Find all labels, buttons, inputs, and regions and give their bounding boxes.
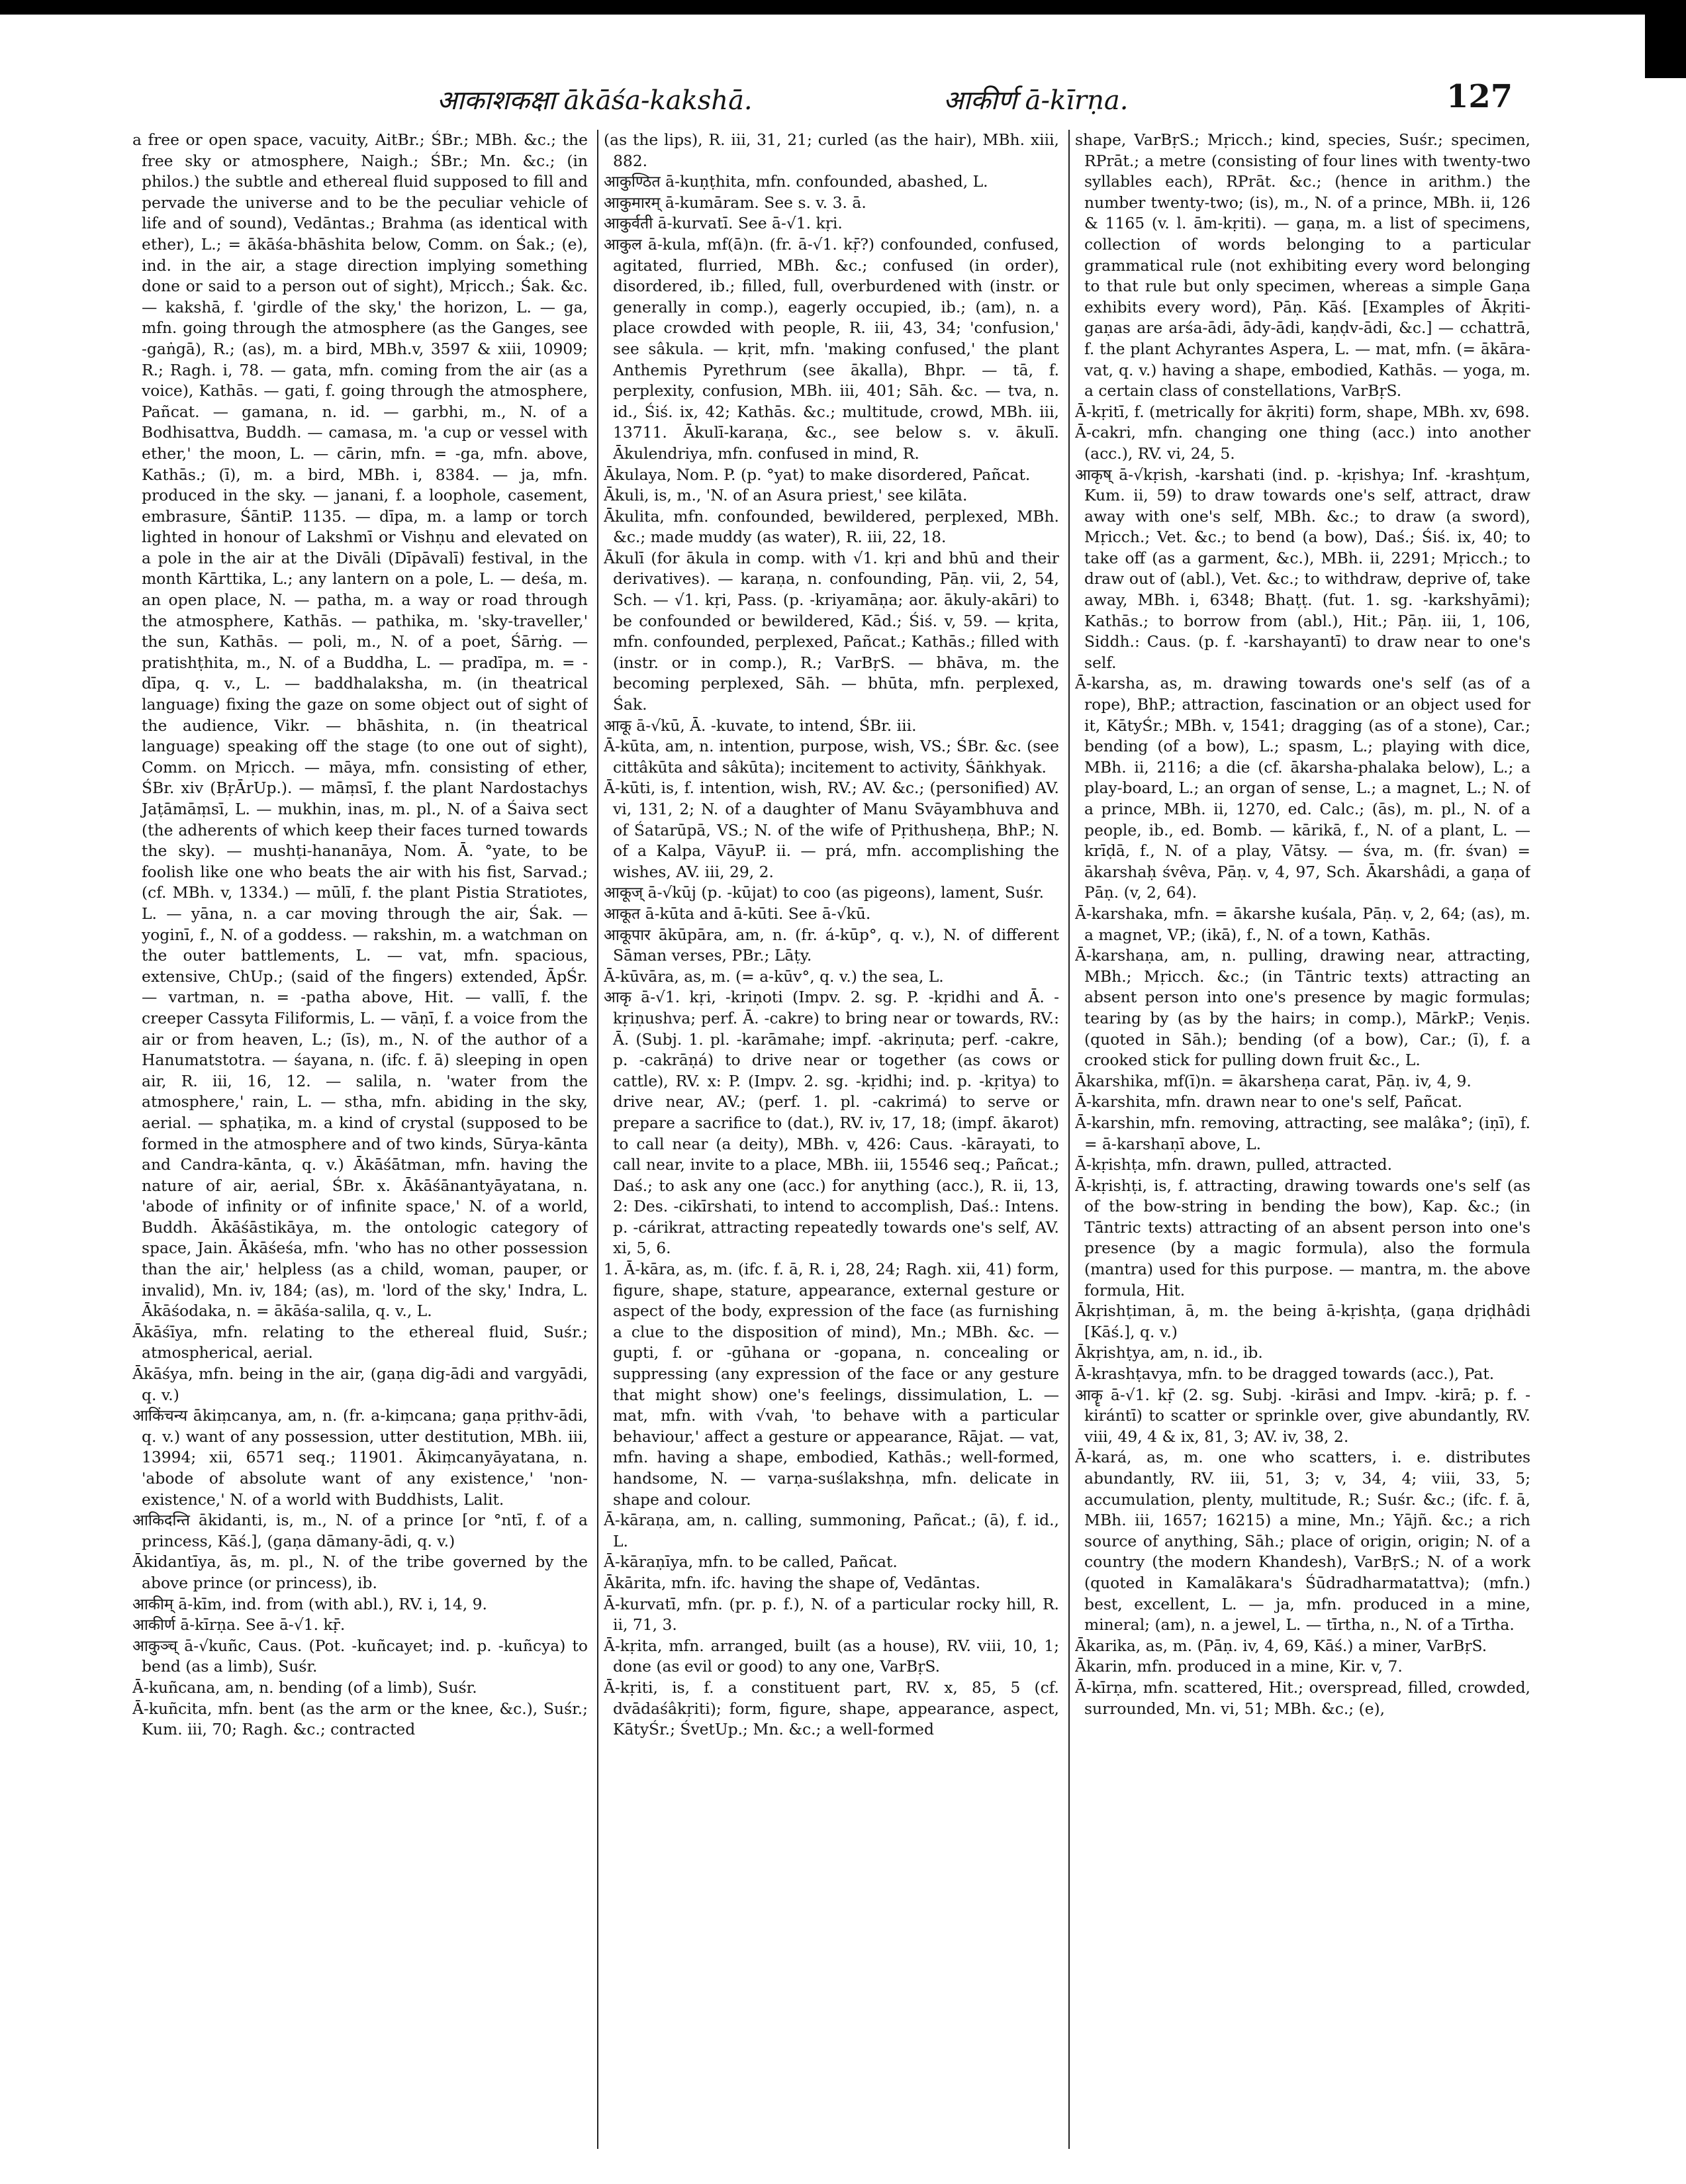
- dictionary-entry: Ā-kāraṇīya, mfn. to be called, Pañcat.: [604, 1552, 898, 1572]
- left-running-head: आकाशकक्षा ākāśa-kakshā.: [437, 85, 753, 116]
- dictionary-entry: Ā-karshita, mfn. drawn near to one's self, Pañcat.: [1075, 1092, 1463, 1112]
- dictionary-entry: Ā-kāraṇa, am, n. calling, summoning, Pañcat.; (ā), f. id., L.: [604, 1511, 1059, 1550]
- dictionary-entry: a free or open space, vacuity, AitBr.; ŚBr.; MBh. &c.; the free sky or atmosphere, Naigh.; ŚBr.; Mn. &c.; (in philos.) the subtle and ethereal fluid supposed to fill and pervade the universe and to be the peculiar vehicle of life and of sound), Vedāntas.; Brahma (as identical with ether), L.; = ākāśa-bhāshita below, Comm. on Śak.; (e), ind. in the air, a stage direction implying something done or said to a person out of sight), Mṛicch.; Śak. &c. — kakshā, f. 'girdle of the sky,' the horizon, L. — ga, mfn. going through the atmosphere (as the Ganges, see -gaṅgā), R.; (as), m. a bird, MBh.v, 3597 & xiii, 10909; R.; Ragh. i, 78. — gata, mfn. coming from the air (as a voice), Kathās. — gati, f. going through the atmosphere, Pañcat. — gamana, n. id. — garbhi, m., N. of a Bodhisattva, Buddh. — camasa, m. 'a cup or vessel with ether,' the moon, L. — cārin, mfn. = -ga, mfn. above, Kathās.; (ī), m. a bird, MBh. i, 8384. — ja, mfn. produced in the sky. — janani, f. a loophole, casement, embrasure, ŚāntiP. 1135. — dīpa, m. a lamp or torch lighted in honour of Lakshmī or Vishṇu and elevated on a pole in the air at the Divāli (Dīpāvalī) festival, in the month Kārttika, L.; any lantern on a pole, L. — deśa, m. an open place, N. — patha, m. a way or road through the atmosphere, Kathās. — pathika, m. 'sky-traveller,' the sun, Kathās. — poli, m., N. of a poet, Śārṅg. — pratishṭhita, m., N. of a Buddha, L. — pradīpa, m. = -dīpa, q. v., L. — baddhalaksha, m. (in theatrical language) fixing the gaze on some object out of sight of the audience, Vikr. — bhāshita, n. (in theatrical language) speaking off the stage (to one out of sight), Comm. on Mṛicch. — māya, mfn. consisting of ether, ŚBr. xiv (BṛĀrUp.). — māṃsī, f. the plant Nardostachys Jaṭāmāṃsī, L. — mukhin, inas, m. pl., N. of a Śaiva sect (the adherents of which keep their faces turned towards the sky). — mushṭi-hananāya, Nom. Ā. °yate, to be foolish like one who beats the air with his fist, Sarvad.; (cf. MBh. v, 1334.) — mūlī, f. the plant Pistia Stratiotes, L. — yāna, n. a car moving through the air, Śak. — yoginī, f., N. of a goddess. — rakshin, m. a watchman on the outer battlements, L. — vat, mfn. spacious, extensive, ChUp.; (said of the fingers) extended, ĀpŚr. — vartman, n. = -patha above, Hit. — vallī, f. the creeper Cassyta Filiformis, L. — vāṇī, f. a voice from the air or from heaven, L.; (īs), m., N. of the author of a Hanumatstotra. — śayana, n. (ifc. f. ā) sleeping in open air, R. iii, 16, 12. — salila, n. 'water from the atmosphere,' rain, L. — stha, mfn. abiding in the sky, aerial. — sphaṭika, m. a kind of crystal (supposed to be formed in the atmosphere and of two kinds, Sūrya-kānta and Candra-kānta, q. v.) Ākāśātman, mfn. having the nature of air, aerial, ŚBr. x. Ākāśānantyāyatana, n. 'abode of infinity or of infinite space,' N. of a world, Buddh. Ākāśāstikāya, m. the ontologic category of space, Jain. Ākāśeśa, mfn. 'who has no other possession than the air,' helpless (as a child, woman, pauper, or invalid), Mn. iv, 184; (as), m. 'lord of the sky,' Indra, L. Ākāśodaka, n. = ākāśa-salila, q. v., L.: [132, 130, 588, 1321]
- dictionary-entry: Ākarshika, mf(ī)n. = ākarsheṇa carat, Pāṇ. iv, 4, 9.: [1075, 1071, 1472, 1090]
- dictionary-entry: आकुर्वती ā-kurvatī. See ā-√1. kṛi.: [604, 214, 843, 233]
- dictionary-entry: Ākulī (for ākula in comp. with √1. kṛi and bhū and their derivatives). — karaṇa, n. confounding, Pāṇ. vii, 2, 54, Sch. — √1. kṛi, Pass. (p. -kriyamāṇa; aor. ākuly-akāri) to be confounded or bewildered, Kād.; Śiś. v, 59. — kṛita, mfn. confounded, perplexed, Pañcat.; Kathās.; filled with (instr. or in comp.), R.; VarBṛS. — bhāva, m. the becoming perplexed, Sāh. — bhūta, mfn. perplexed, Śak.: [604, 548, 1059, 714]
- dictionary-entry: Ā-kūti, is, f. intention, wish, RV.; AV. &c.; (personified) AV. vi, 131, 2; N. of a daughter of Manu Svāyambhuva and of Śatarūpā, VS.; N. of the wife of Pṛithusheṇa, BhP.; N. of a Kalpa, VāyuP. ii. — prá, mfn. accomplishing the wishes, AV. iii, 29, 2.: [604, 779, 1059, 881]
- dictionary-entry: Ākārita, mfn. ifc. having the shape of, Vedāntas.: [604, 1573, 981, 1592]
- dictionary-entry: Ā-kūvāra, as, m. (= a-kūv°, q. v.) the sea, L.: [604, 967, 944, 986]
- dictionary-entry: आकृ ā-√1. kṛi, -kriṇoti (Impv. 2. sg. P. -kṛidhi and Ā. -kṛiṇushva; perf. Ā. -cakre) to bring near or towards, RV.: Ā. (Subj. 1. pl. -karāmahe; impf. -akriṇuta; perf. -cakre, p. -cakrāṇá) to drive near or together (as cows or cattle), RV. x: P. (Impv. 2. sg. -kṛidhi; ind. p. -kṛitya) to drive near, AV.; (perf. 1. pl. -cakrimá) to serve or prepare a sacrifice to (dat.), RV. iv, 17, 18; (impf. ākarot) to call near (a deity), MBh. v, 426: Caus. -kārayati, to call near, invite to a place, MBh. iii, 15546 seq.; Pañcat.; Daś.; to ask any one (acc.) for anything (acc.), R. ii, 13, 2: Des. -cikīrshati, to intend to accomplish, Daś.: Intens. p. -cárikrat, attracting repeatedly towards one's self, AV. xi, 5, 6.: [604, 988, 1059, 1258]
- dictionary-entry: आकॄ ā-√1. kṝ (2. sg. Subj. -kirāsi and Impv. -kirā; p. f. -kirántī) to scatter or sprinkle over, give abundantly, RV. viii, 49, 4 & ix, 81, 3; AV. iv, 38, 2.: [1075, 1385, 1530, 1446]
- dictionary-entry: आकुञ्च् ā-√kuñc, Caus. (Pot. -kuñcayet; ind. p. -kuñcya) to bend (as a limb), Suśr.: [132, 1636, 588, 1676]
- column-1: [132, 130, 588, 2156]
- dictionary-entry: Ā-cakri, mfn. changing one thing (acc.) into another (acc.), RV. vi, 24, 5.: [1075, 423, 1530, 463]
- dictionary-entry: Ākāśya, mfn. being in the air, (gaṇa dig-ādi and vargyādi, q. v.): [132, 1364, 588, 1404]
- scan-corner: [1645, 0, 1686, 78]
- dictionary-entry: आकूपार ākūpāra, am, n. (fr. á-kūp°, q. v.), N. of different Sāman verses, PBr.; Lāṭy.: [604, 925, 1059, 965]
- dictionary-entry: आकीर्ण ā-kīrṇa. See ā-√1. kṝ.: [132, 1615, 346, 1635]
- dictionary-entry: Ā-kuñcita, mfn. bent (as the arm or the knee, &c.), Suśr.; Kum. iii, 70; Ragh. &c.; contracted: [132, 1699, 588, 1739]
- dictionary-entry: Ākṛishṭya, am, n. id., ib.: [1075, 1343, 1263, 1362]
- dictionary-body: [132, 130, 1582, 2156]
- dictionary-entry: Ākarika, as, m. (Pāṇ. iv, 4, 69, Kāś.) a miner, VarBṛS.: [1075, 1636, 1487, 1655]
- dictionary-entry: Ā-karshaṇa, am, n. pulling, drawing near, attracting, MBh.; Mṛicch. &c.; (in Tāntric texts) attracting an absent person into one's presence by magic formulas; tearing by (as by the hairs; in comp.), MārkP.; Veṇis. (quoted in Sāh.); bending (of a bow), Car.; (ī), f. a crooked stick for pulling down fruit &c., L.: [1075, 946, 1530, 1070]
- top-edge: [0, 0, 1686, 23]
- dictionary-entry: Ā-kṛishṭa, mfn. drawn, pulled, attracted.: [1075, 1155, 1393, 1174]
- dictionary-entry: Ā-kṛishṭi, is, f. attracting, drawing towards one's self (as of the bow-string in bending the bow), Kap. &c.; (in Tāntric texts) attracting of an absent person into one's presence (by a magic formula), also the formula (mantra) used for this purpose. — mantra, m. the above formula, Hit.: [1075, 1176, 1530, 1300]
- column-2: [604, 130, 1059, 2156]
- dictionary-entry: Ā-karshaka, mfn. = ākarshe kuśala, Pāṇ. v, 2, 64; (as), m. a magnet, VP.; (ikā), f., N. of a town, Kathās.: [1075, 904, 1530, 944]
- dictionary-entry: आकुल ā-kula, mf(ā)n. (fr. ā-√1. kṝ?) confounded, confused, agitated, flurried, MBh. &c.; confused (in order), disordered, ib.; filled, full, overburdened with (instr. or generally in comp.), eagerly occupied, ib.; (am), n. a place crowded with people, R. iii, 43, 34; 'confusion,' see sâkula. — kṛit, mfn. 'making confused,' the plant Anthemis Pyrethrum (see ākalla), Bhpr. — tā, f. perplexity, confusion, MBh. iii, 401; Sāh. &c. — tva, n. id., Śiś. ix, 42; Kathās. &c.; multitude, crowd, MBh. iii, 13711. Ākulī-karaṇa, &c., see below s. v. ākulī. Ākulendriya, mfn. confused in mind, R.: [604, 234, 1059, 463]
- dictionary-entry: Ā-kīrṇa, mfn. scattered, Hit.; overspread, filled, crowded, surrounded, Mn. vi, 51; MBh. &c.; (e),: [1075, 1678, 1530, 1718]
- dictionary-entry: आकुण्ठित ā-kuṇṭhita, mfn. confounded, abashed, L.: [604, 172, 988, 191]
- dictionary-entry: Ākuli, is, m., 'N. of an Asura priest,' see kilāta.: [604, 486, 968, 505]
- dictionary-entry: Ā-kuñcana, am, n. bending (of a limb), Suśr.: [132, 1678, 477, 1697]
- dictionary-entry: 1. Ā-kāra, as, m. (ifc. f. ā, R. i, 28, 24; Ragh. xii, 41) form, figure, shape, stature, appearance, external gesture or aspect of the body, expression of the face (as furnishing a clue to the disposition of mind), Mn.; MBh. &c. — gupti, f. or -gūhana or -gopana, n. concealing or suppressing (any expression of the face or any gesture that might show) one's feelings, dissimulation, L. — mat, mfn. with √vah, 'to behave with a particular behaviour,' affect a gesture or appearance, Rājat. — vat, mfn. having a shape, embodied, Kathās.; well-formed, handsome, N. — varṇa-suślakshṇa, mfn. delicate in shape and colour.: [604, 1260, 1059, 1509]
- dictionary-entry: आकिदन्ति ākidanti, is, m., N. of a prince [or °ntī, f. of a princess, Kāś.], (gaṇa dāmany-ādi, q. v.): [132, 1511, 588, 1550]
- dictionary-entry: Ā-kṛita, mfn. arranged, built (as a house), RV. viii, 10, 1; done (as evil or good) to any one, VarBṛS.: [604, 1636, 1059, 1676]
- dictionary-entry: Ākarin, mfn. produced in a mine, Kir. v, 7.: [1075, 1657, 1403, 1676]
- dictionary-entry: Ā-kṛiti, is, f. a constituent part, RV. x, 85, 5 (cf. dvādaśâkṛiti); form, figure, shape, appearance, aspect, KātyŚr.; ŚvetUp.; Mn. &c.; a well-formed: [604, 1678, 1059, 1739]
- dictionary-entry: Ākidantīya, ās, m. pl., N. of the tribe governed by the above prince (or princess), ib.: [132, 1552, 588, 1592]
- dictionary-entry: आकूज् ā-√kūj (p. -kūjat) to coo (as pigeons), lament, Suśr.: [604, 883, 1045, 902]
- dictionary-entry: Ā-kṛitī, f. (metrically for ākṛiti) form, shape, MBh. xv, 698.: [1075, 402, 1530, 421]
- page-number: 127: [1446, 78, 1513, 115]
- dictionary-entry: Ā-kūta, am, n. intention, purpose, wish, VS.; ŚBr. &c. (see cittâkūta and sâkūta); incitement to activity, Śāṅkhyak.: [604, 737, 1059, 777]
- column-3: [1075, 130, 1530, 2156]
- scan-border: [0, 0, 1686, 15]
- dictionary-entry: Ākulaya, Nom. P. (p. °yat) to make disordered, Pañcat.: [604, 465, 1031, 484]
- dictionary-entry: Ākṛishṭiman, ā, m. the being ā-kṛishṭa, (gaṇa dṛiḍhâdi [Kāś.], q. v.): [1075, 1302, 1530, 1341]
- dictionary-entry: Ā-karsha, as, m. drawing towards one's self (as of a rope), BhP.; attraction, fascination or an object used for it, KātyŚr.; MBh. v, 1541; dragging (as of a stone), Car.; bending (of a bow), L.; spasm, L.; playing with dice, MBh. ii, 2116; a die (cf. ākarsha-phalaka below), L.; a play-board, L.; an organ of sense, L.; a magnet, L.; N. of a prince, MBh. ii, 1270, ed. Calc.; (ās), m. pl., N. of a people, ib., ed. Bomb. — kārikā, f., N. of a plant, L. — krīḍā, f., N. of a play, Vātsy. — śva, m. (fr. śvan) = ākarshaḥ śvêva, Pāṇ. v, 4, 97, Sch. Ākarshâdi, a gaṇa of Pāṇ. (v, 2, 64).: [1075, 674, 1530, 902]
- dictionary-entry: आकीम् ā-kīm, ind. from (with abl.), RV. i, 14, 9.: [132, 1594, 487, 1613]
- dictionary-entry: Ā-kurvatī, mfn. (pr. p. f.), N. of a particular rocky hill, R. ii, 71, 3.: [604, 1594, 1059, 1635]
- dictionary-entry: (as the lips), R. iii, 31, 21; curled (as the hair), MBh. xiii, 882.: [604, 130, 1059, 170]
- dictionary-entry: Ā-karshin, mfn. removing, attracting, see malâka°; (iṇī), f. = ā-karshaṇī above, L.: [1075, 1113, 1530, 1153]
- dictionary-entry: आकिंचन्य ākiṃcanya, am, n. (fr. a-kiṃcana; gaṇa pṛithv-ādi, q. v.) want of any possession, utter destitution, MBh. iii, 13994; xii, 6571 seq.; 11901. Ākiṃcanyāyatana, n. 'abode of absolute want of any existence,' 'non-existence,' N. of a world with Buddhists, Lalit.: [132, 1406, 588, 1509]
- dictionary-entry: Ā-kará, as, m. one who scatters, i. e. distributes abundantly, RV. iii, 51, 3; v, 34, 4; viii, 33, 5; accumulation, plenty, multitude, R.; Suśr. &c.; (ifc. f. ā, MBh. iii, 1657; 16215) a mine, Mn.; Yājñ. &c.; a rich source of anything, Sāh.; place of origin, origin; N. of a country (the modern Khandesh), VarBṛS.; N. of a work (quoted in Kamalākara's Śūdradharmatattva); (mfn.) best, excellent, L. — ja, mfn. produced in a mine, mineral; (am), n. a jewel, L. — tīrtha, n., N. of a Tīrtha.: [1075, 1448, 1530, 1635]
- dictionary-entry: Ākāśīya, mfn. relating to the ethereal fluid, Suśr.; atmospherical, aerial.: [132, 1322, 588, 1362]
- dictionary-entry: आकृष् ā-√kṛish, -karshati (ind. p. -kṛishya; Inf. -krashṭum, Kum. ii, 59) to draw towards one's self, attract, draw away with one's self, MBh. &c.; to draw (a sword), Mṛicch.; Vet. &c.; to bend (a bow), Daś.; Śiś. ix, 40; to take off (as a garment, &c.), MBh. ii, 2291; Mṛicch.; to draw out of (abl.), Vet. &c.; to withdraw, deprive of, take away, MBh. i, 6348; Bhaṭṭ. (fut. 1. sg. -karkshyāmi); Kathās.; to borrow from (abl.), Hit.; Pāṇ. iii, 1, 106, Siddh.: Caus. (p. f. -karshayantī) to draw near to one's self.: [1075, 465, 1530, 672]
- right-running-head: आकीर्ण ā-kīrṇa.: [943, 85, 1129, 116]
- dictionary-entry: Ā-krashṭavya, mfn. to be dragged towards (acc.), Pat.: [1075, 1364, 1495, 1384]
- page-header: [0, 78, 1686, 120]
- dictionary-entry: shape, VarBṛS.; Mṛicch.; kind, species, Suśr.; specimen, RPrāt.; a metre (consisting of four lines with twenty-two syllables each), RPrāt. &c.; (hence in arithm.) the number twenty-two; (is), m., N. of a prince, MBh. ii, 126 & 1165 (v. l. ām-kṛiti). — gaṇa, m. a list of specimens, collection of words belonging to a particular grammatical rule (not exhibiting every word belonging to that rule but only specimen, whereas a simple Gaṇa exhibits every word), Pāṇ. Kāś. [Examples of Ākṛiti-gaṇas are arśa-ādi, ādy-ādi, kaṇḍv-ādi, &c.] — cchattrā, f. the plant Achyrantes Aspera, L. — mat, mfn. (= ākāra-vat, q. v.) having a shape, embodied, Kathās. — yoga, m. a certain class of constellations, VarBṛS.: [1075, 130, 1530, 401]
- dictionary-entry: आकू ā-√kū, Ā. -kuvate, to intend, ŚBr. iii.: [604, 716, 917, 735]
- dictionary-entry: Ākulita, mfn. confounded, bewildered, perplexed, MBh. &c.; made muddy (as water), R. iii, 22, 18.: [604, 506, 1059, 547]
- dictionary-entry: आकुमारम् ā-kumāram. See s. v. 3. ā.: [604, 193, 866, 212]
- dictionary-entry: आकूत ā-kūta and ā-kūti. See ā-√kū.: [604, 904, 871, 923]
